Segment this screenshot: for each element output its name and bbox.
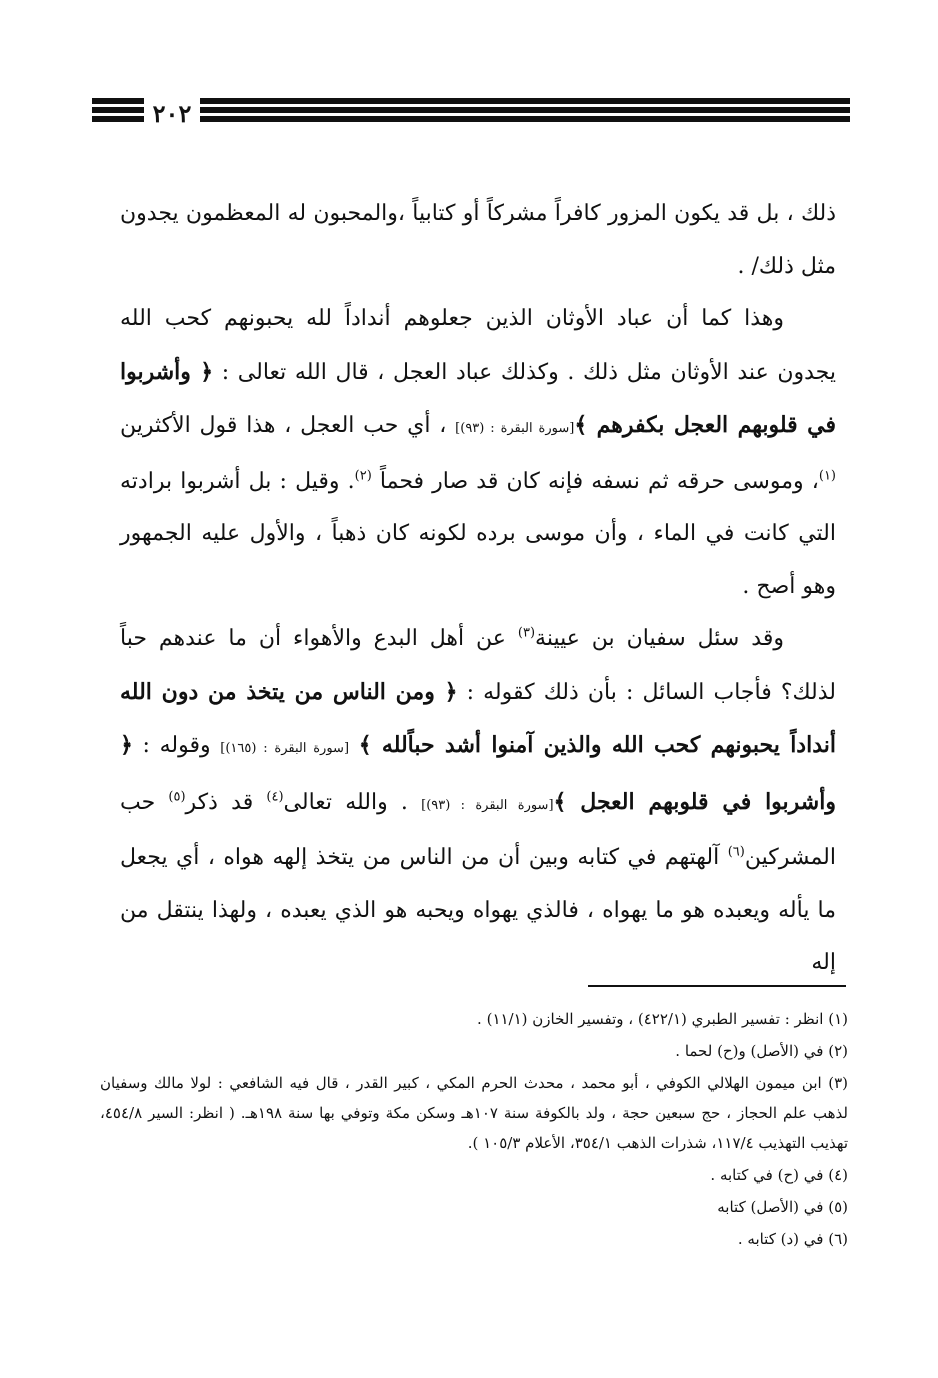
quran-verse: ﴿ وأشربوا في قلوبهم العجل بكفرهم ﴾ [120,358,836,438]
quran-verse: ﴿ وأشربوا في قلوبهم العجل ﴾ [120,732,836,815]
text: ، أي حب العجل ، هذا قول الأكثرين [120,413,456,438]
verse-reference: [سورة البقرة : (٩٣)] [421,797,554,813]
footnote: (٥) في (الأصل) كتابه [717,1198,848,1216]
text: . وقيل : بل أشربوا برادته التي كانت في الماء ، وأن موسى برده لكونه كان ذهباً ، والأول عليه الجمهور وهو أصح . [120,468,836,599]
text: وقد سئل سفيان بن عيينة [535,626,784,651]
footnote: (٦) في (د) كتابه . [737,1230,848,1248]
footnote-marker: (٤) [266,789,284,805]
footnote: (٣) ابن ميمون الهلالي الكوفي ، أبو محمد ، محدث الحرم المكي ، كبير القدر ، قال فيه الشافعي : لولا مالك وسفيان لذهب علم الحجاز ، حج سبعين حجة ، ولد بالكوفة سنة ١٠٧هـ وسكن مكة وتوفي بها سنة ١٩٨هـ. ( انظر: السير ٤٥٤/٨، تهذيب التهذيب ١١٧/٤، شذرات الذهب ٣٥٤/١، الأعلام ١٠٥/٣ ). [100,1074,848,1152]
page-number: ٢٠٢ [152,99,192,128]
text: عن أهل البدع والأهواء أن ما عندهم حباً لذلك؟ فأجاب السائل : بأن ذلك كقوله : [120,626,837,705]
header-rule-left [92,98,144,125]
text: ، وموسى حرقه ثم نسفه فإنه كان قد صار فحماً [371,468,819,494]
text: آلهتهم في كتابه وبين أن من الناس من يتخذ إلهه هواه ، أي يجعل ما يأله ويعبده هو ما يهواه ، فالذي يهواه ويحبه هو الذي يعبده ، ولهذا ينتقل من إله [120,845,836,975]
footnote-marker: (١) [818,468,836,484]
footnote-divider [588,985,846,987]
footnote: (١) انظر : تفسير الطبري (٤٢٢/١) ، وتفسير الخازن (١١/١) . [477,1010,848,1028]
text: قد ذكر [185,789,267,815]
text: وقوله : [132,733,221,758]
text: حب المشركين [120,789,836,870]
paragraph-3 [120,613,836,990]
paragraph-1: ذلك ، بل قد يكون المزور كافراً مشركاً أو كتابياً ،والمحبون له المعظمون يجدون مثل ذلك/ . [120,201,836,279]
footnote: (٢) في (الأصل) و(ح) لحما . [675,1042,848,1060]
paragraph-2 [120,293,836,613]
footnote: (٤) في (ح) في كتابه . [710,1166,848,1184]
footnote-marker: (٦) [727,844,745,860]
quran-verse: ﴿ ومن الناس من يتخذ من دون الله أنداداً يحبونهم كحب الله والذين آمنوا أشد حباًلله ﴾ [120,678,836,758]
footnotes [100,1004,848,1256]
footnote-marker: (٢) [354,468,372,484]
header-rule-right [200,98,850,125]
footnote-marker: (٣) [517,625,536,641]
page-header [92,98,850,132]
main-text [120,188,836,990]
verse-reference: [سورة البقرة : (١٦٥)] [220,741,350,756]
text: وهذا كما أن عباد الأوثان الذين جعلوهم أنداداً لله يحبونهم كحب الله يجدون عند الأوثان مثل ذلك . وكذلك عباد العجل ، قال الله تعالى : [120,306,836,385]
verse-reference: [سورة البقرة : (٩٣)] [455,421,575,436]
footnote-marker: (٥) [168,789,186,805]
text: . والله تعالى [283,789,422,815]
